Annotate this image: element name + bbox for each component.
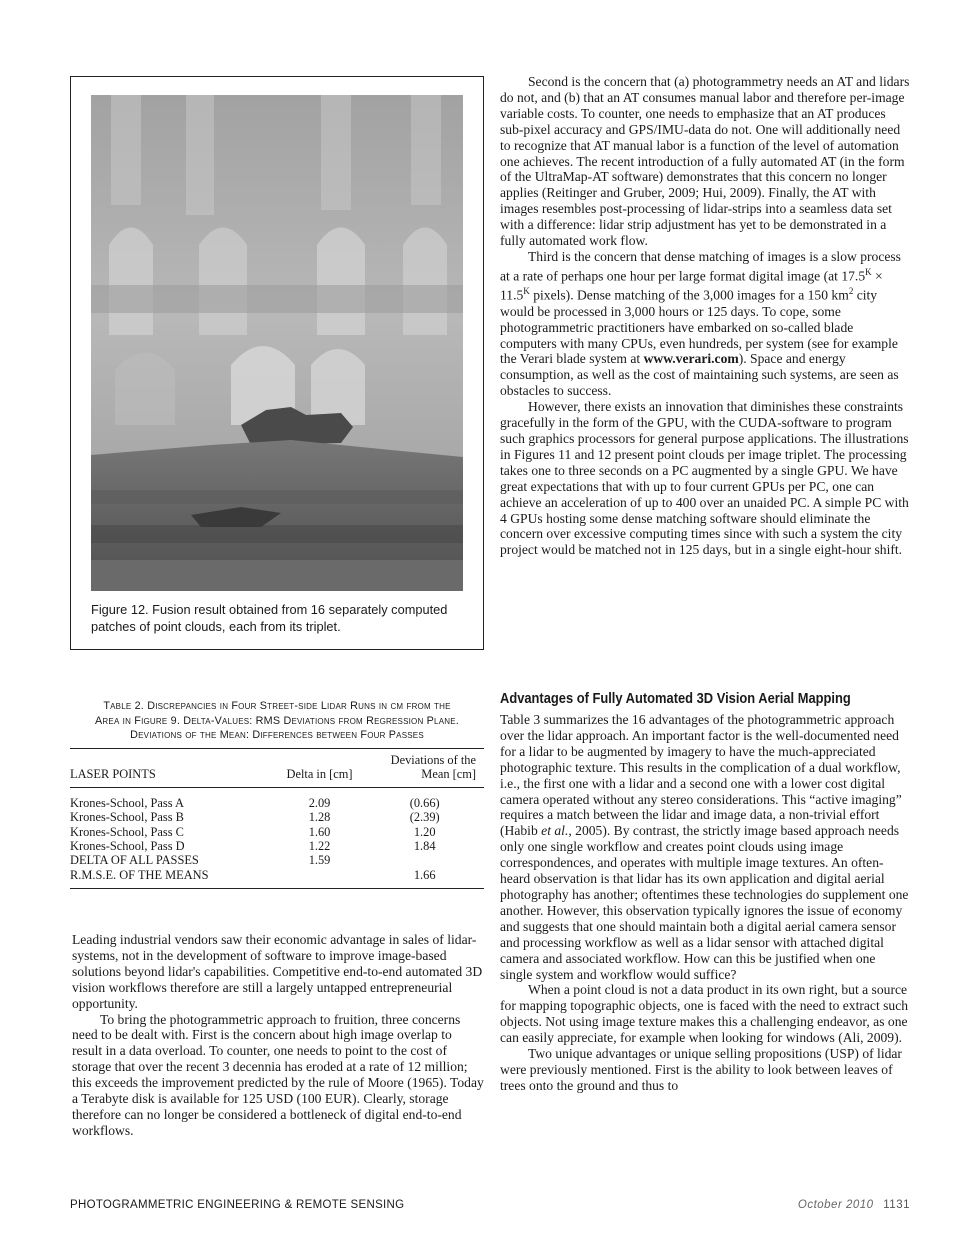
issue-date: October 2010	[797, 1199, 874, 1211]
table-header: Deviations of the Mean [cm]	[390, 753, 476, 782]
page-number: 1131	[883, 1199, 910, 1211]
table-row: Krones-School, Pass C 1.60 1.20	[70, 824, 436, 839]
table-row: DELTA OF ALL PASSES 1.59	[70, 853, 331, 868]
right-column-top	[500, 74, 910, 558]
left-column-bottom	[72, 932, 484, 1139]
table-row: Krones-School, Pass B 1.28 (2.39)	[70, 810, 440, 825]
section-heading: Advantages of Fully Automated 3D Vision Aerial Mapping	[500, 690, 851, 707]
paragraph-usp: Two unique advantages or unique selling propositions (USP) of lidar were previously mentioned. First is the ability to look between leaves of trees onto the ground and thus to	[500, 1046, 902, 1093]
paragraph-at-concern: Second is the concern that (a) photogrammetry needs an AT and lidars do not, and (b) that an AT consumes manual labor and therefore per-image variable costs. To counter, one needs to emphasize that an AT produces sub-pixel accuracy and GPS/IMU-data do not. One will additionally need to recognize that AT manual labor is a function of the level of automation one achieves. The recent introduction of a fully automated AT (in the form of the UltraMap-AT software) demonstrates that this concern no longer applies (Reitinger and Gruber, 2009; Hui, 2009). Finally, the AT with images resembles post-processing of lidar-strips into a seamless data set with a difference: lidar strip adjustment has yet to be demonstrated in a fully automated work flow.	[500, 74, 910, 249]
table-header: LASER POINTS	[70, 767, 156, 782]
paragraph-point-cloud: When a point cloud is not a data product in its own right, but a source for mapping topographic objects, one is faced with the need to extract such objects. Not using image texture makes this a challenging endeavor, as one can easily appreciate, for example when looking for windows (Ali, 2009).	[500, 982, 909, 1046]
page-footer	[700, 1199, 910, 1211]
table-row: R.M.S.E. OF THE MEANS 1.66	[70, 868, 484, 889]
table-header: Delta in [cm]	[286, 767, 353, 782]
paragraph-table-3-summary: Table 3 summarizes the 16 advantages of the photogrammetric approach over the lidar approach. An important factor is the well-documented need for a lidar to be augmented by imagery to have the much-appreciated photographic texture. This results in the complication of a dual workflow, i.e., the first one with a lidar and a second one with a lower cost digital camera operated without any stereo considerations. This “active imaging” requires a match between the lidar and image data, a non-trivial effort (Habib et al., 2005). By contrast, the strictly image based approach needs only one single workflow and creates point clouds using image correspondences, and operates with multiple image textures. An often-heard observation is that lidar has its own application and digital aerial photography has another; oftentimes these technologies do supplement one another. However, this observation typically ignores the issue of economy and suggests that one should maintain both a digital aerial camera sensor and processing workflow as well as a lidar sensor with attached digital camera and associated workflow. How can this be justified when one single system and workflow would suffice?	[500, 712, 909, 982]
figure-12	[70, 76, 484, 650]
table-2	[70, 748, 484, 889]
paragraph-three-concerns: To bring the photogrammetric approach to fruition, three concerns need to be dealt with. First is the concern about high image overlap to result in a data overload. To counter, one needs to point to the cost of storage that over the recent 3 decennia has eroded at a rate of 12 million; this exceeds the improvement predicted by the rule of Moore (1965). Today a Terabyte disk is available for 125 USD (100 EUR). Clearly, storage therefore can no longer be considered a bottleneck of digital end-to-end workflows.	[72, 1011, 484, 1138]
table-2-caption: Table 2. Discrepancies in Four Street-side Lidar Runs in cm from the Area in Figure 9. Delta-Values: RMS Deviations from Regression Plane. Deviations of the Mean: Differences between Four Passes	[95, 700, 459, 741]
right-column-bottom	[500, 712, 910, 1094]
table-row: Krones-School, Pass D 1.22 1.84	[70, 839, 436, 854]
verari-link[interactable]: www.verari.com	[643, 351, 739, 367]
paragraph-industrial-vendors: Leading industrial vendors saw their economic advantage in sales of lidar-systems, not in the development of software to improve image-based solutions beyond lidar's capabilities. Competitive end-to-end automated 3D vision workflows therefore are still a largely untapped entrepreneurial opportunity.	[72, 932, 483, 1011]
paragraph-gpu-innovation: However, there exists an innovation that diminishes these constraints gracefully in the form of the GPU, with the CUDA-software to program such graphics processors for general purpose applications. The illustrations in Figures 11 and 12 present point clouds per image triplet. The processing takes one to three seconds on a PC augmented by a single GPU. We have great expectations that with up to four current GPUs per PC, one can achieve an acceleration of up to 400 over an unaided PC. A simple PC with 4 GPUs hosting some dense matching software should eliminate the concern over excessive computing times since with such a system the city project would be matched not in 125 days, but in a single eight-hour shift.	[500, 399, 909, 558]
figure-caption: Figure 12. Fusion result obtained from 16 separately computed patches of point clouds, each from its triplet.	[91, 602, 448, 634]
table-row: Krones-School, Pass A 2.09 (0.66)	[70, 795, 440, 810]
fusion-point-cloud-image	[91, 95, 463, 591]
journal-footer: PHOTOGRAMMETRIC ENGINEERING & REMOTE SENSING	[70, 1199, 405, 1211]
paragraph-dense-matching: Third is the concern that dense matching of images is a slow process at a rate of perhaps one hour per large format digital image (at $17.5^K \times 11.5^K$ pixels). Dense matching of the 3,000 images for a 150 $km^2$ city would be processed in 3,000 hours or 125 days. To cope, some photogrammetric practitioners have embarked on so-called blade computers with many CPUs, even hundreds, per system (see for example the Verari blade system at www.verari.com). Space and energy consumption, as well as the cost of maintaining such systems, are seen as obstacles to success.	[500, 248, 901, 399]
